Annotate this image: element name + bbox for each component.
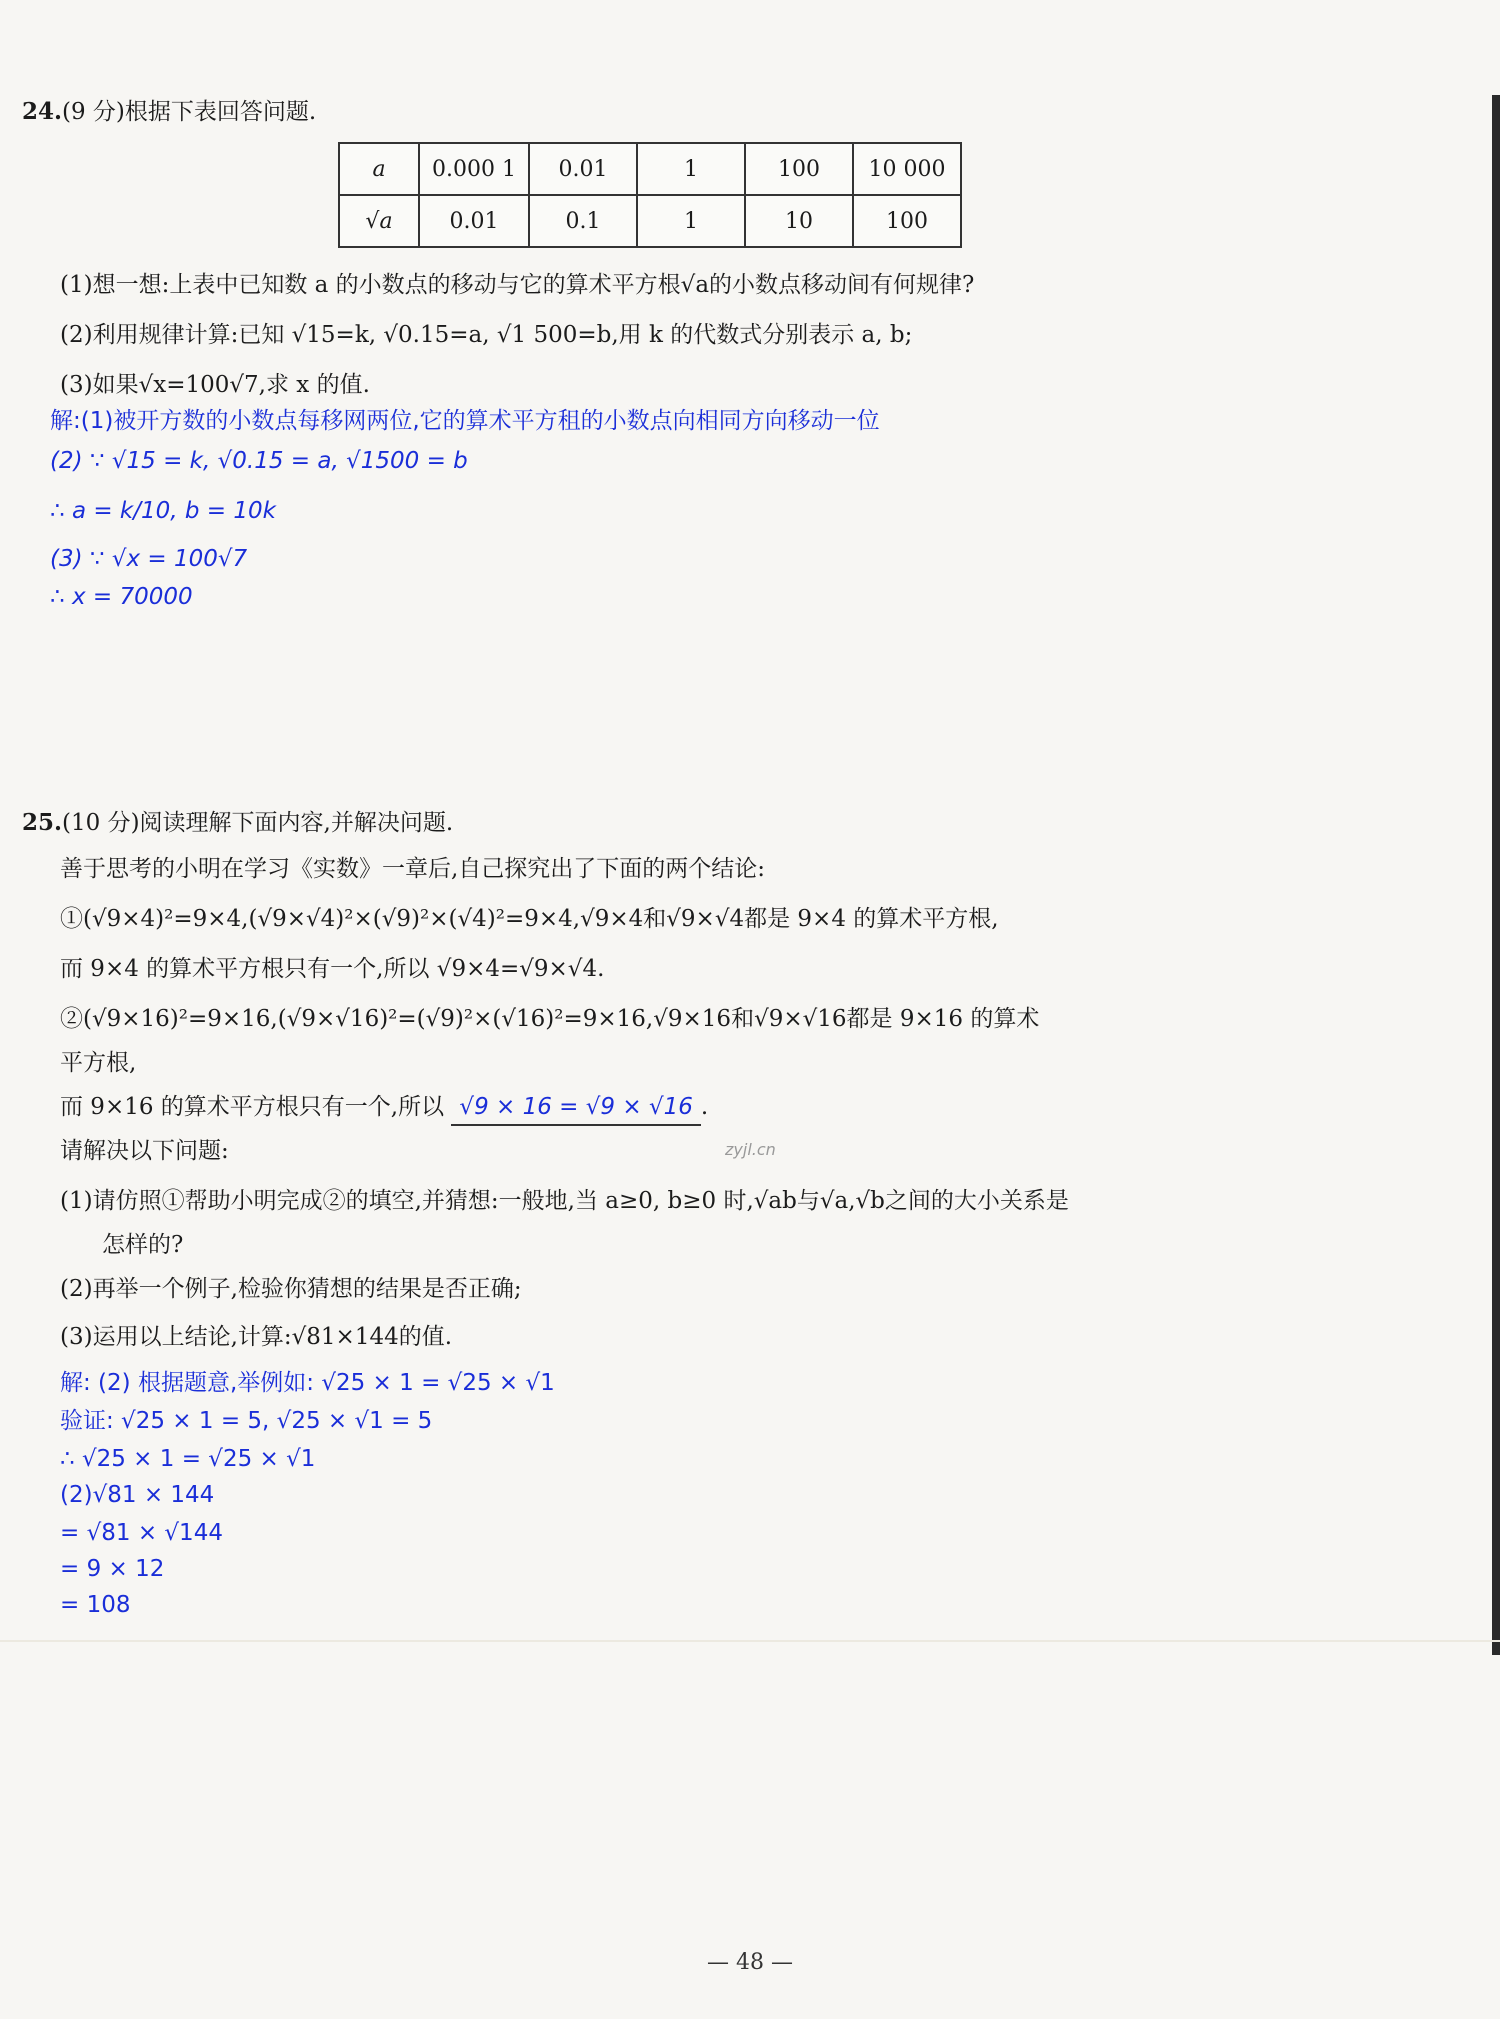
q25-answer-line: 解: (2) 根据题意,举例如: √25 × 1 = √25 × √1 xyxy=(60,1370,555,1396)
table-cell: 1 xyxy=(637,195,745,247)
q24-answer-line: ∴ x = 70000 xyxy=(50,584,193,610)
q25-answer-line: = 108 xyxy=(60,1592,131,1618)
q25-conclusion1-line2: 而 9×4 的算术平方根只有一个,所以 √9×4=√9×√4. xyxy=(60,956,605,982)
table-cell: √a xyxy=(339,195,419,247)
q25-conclusion1-line1: ①(√9×4)²=9×4,(√9×√4)²×(√9)²×(√4)²=9×4,√9×4和√9×√4都是 9×4 的算术平方根, xyxy=(60,906,999,932)
q25-conclusion2-line2: 平方根, xyxy=(60,1050,137,1076)
page-edge-shadow xyxy=(1492,95,1500,1655)
q24-answer-line: 解:(1)被开方数的小数点每移网两位,它的算术平方租的小数点向相同方向移动一位 xyxy=(50,408,880,434)
table-cell: 10 000 xyxy=(853,143,961,195)
table-cell: 0.000 1 xyxy=(419,143,529,195)
q24-table xyxy=(338,142,962,248)
q25-answer-line: = 9 × 12 xyxy=(60,1556,165,1582)
q25-answer-line: 验证: √25 × 1 = 5, √25 × √1 = 5 xyxy=(60,1408,433,1434)
q25-conclusion2-line3 xyxy=(60,1090,708,1126)
q25-title xyxy=(22,806,453,840)
q25-conclusion2-line1: ②(√9×16)²=9×16,(√9×√16)²=(√9)²×(√16)²=9×16,√9×16和√9×√16都是 9×16 的算术 xyxy=(60,1006,1040,1032)
table-cell: 100 xyxy=(853,195,961,247)
q25-number: 25. xyxy=(22,809,63,836)
table-cell: a xyxy=(339,143,419,195)
q25-part1-line1: (1)请仿照①帮助小明完成②的填空,并猜想:一般地,当 a≥0, b≥0 时,√ab与√a,√b之间的大小关系是 xyxy=(60,1188,1069,1214)
q25-title-text: (10 分)阅读理解下面内容,并解决问题. xyxy=(62,810,454,836)
q25-ask: 请解决以下问题: xyxy=(60,1138,229,1164)
q24-answer-line: ∴ a = k/10, b = 10k xyxy=(50,498,276,524)
q25-part2: (2)再举一个例子,检验你猜想的结果是否正确; xyxy=(60,1276,522,1302)
table-cell: 0.1 xyxy=(529,195,637,247)
q25-fill-prefix: 而 9×16 的算术平方根只有一个,所以 xyxy=(60,1094,445,1120)
table-cell: 0.01 xyxy=(419,195,529,247)
watermark: zyjl.cn xyxy=(725,1140,776,1159)
table-cell: 100 xyxy=(745,143,853,195)
table-row xyxy=(339,143,961,195)
q24-title xyxy=(22,95,316,129)
q24-answer-line: (3) ∵ √x = 100√7 xyxy=(50,546,248,572)
table-row xyxy=(339,195,961,247)
q24-part2: (2)利用规律计算:已知 √15=k, √0.15=a, √1 500=b,用 k 的代数式分别表示 a, b; xyxy=(60,322,913,348)
q25-answer-line: ∴ √25 × 1 = √25 × √1 xyxy=(60,1446,316,1472)
q25-answer-line: (2)√81 × 144 xyxy=(60,1482,215,1508)
page-number: — 48 — xyxy=(707,1950,793,1975)
page-divider xyxy=(0,1640,1500,1642)
table-cell: 10 xyxy=(745,195,853,247)
q25-part1-line2: 怎样的? xyxy=(102,1232,184,1258)
q25-answer-line: = √81 × √144 xyxy=(60,1520,223,1546)
q24-part1: (1)想一想:上表中已知数 a 的小数点的移动与它的算术平方根√a的小数点移动间有何规律? xyxy=(60,272,975,298)
q25-fill-blank: √9 × 16 = √9 × √16 xyxy=(451,1090,700,1126)
q24-number: 24. xyxy=(22,98,63,125)
q25-fill-suffix: . xyxy=(700,1094,709,1120)
table-cell: 0.01 xyxy=(529,143,637,195)
table-cell: 1 xyxy=(637,143,745,195)
q24-answer-line: (2) ∵ √15 = k, √0.15 = a, √1500 = b xyxy=(50,448,468,474)
q24-part3: (3)如果√x=100√7,求 x 的值. xyxy=(60,372,370,398)
q25-part3: (3)运用以上结论,计算:√81×144的值. xyxy=(60,1324,453,1350)
q25-intro: 善于思考的小明在学习《实数》一章后,自己探究出了下面的两个结论: xyxy=(60,856,766,882)
q24-title-text: (9 分)根据下表回答问题. xyxy=(62,99,317,125)
